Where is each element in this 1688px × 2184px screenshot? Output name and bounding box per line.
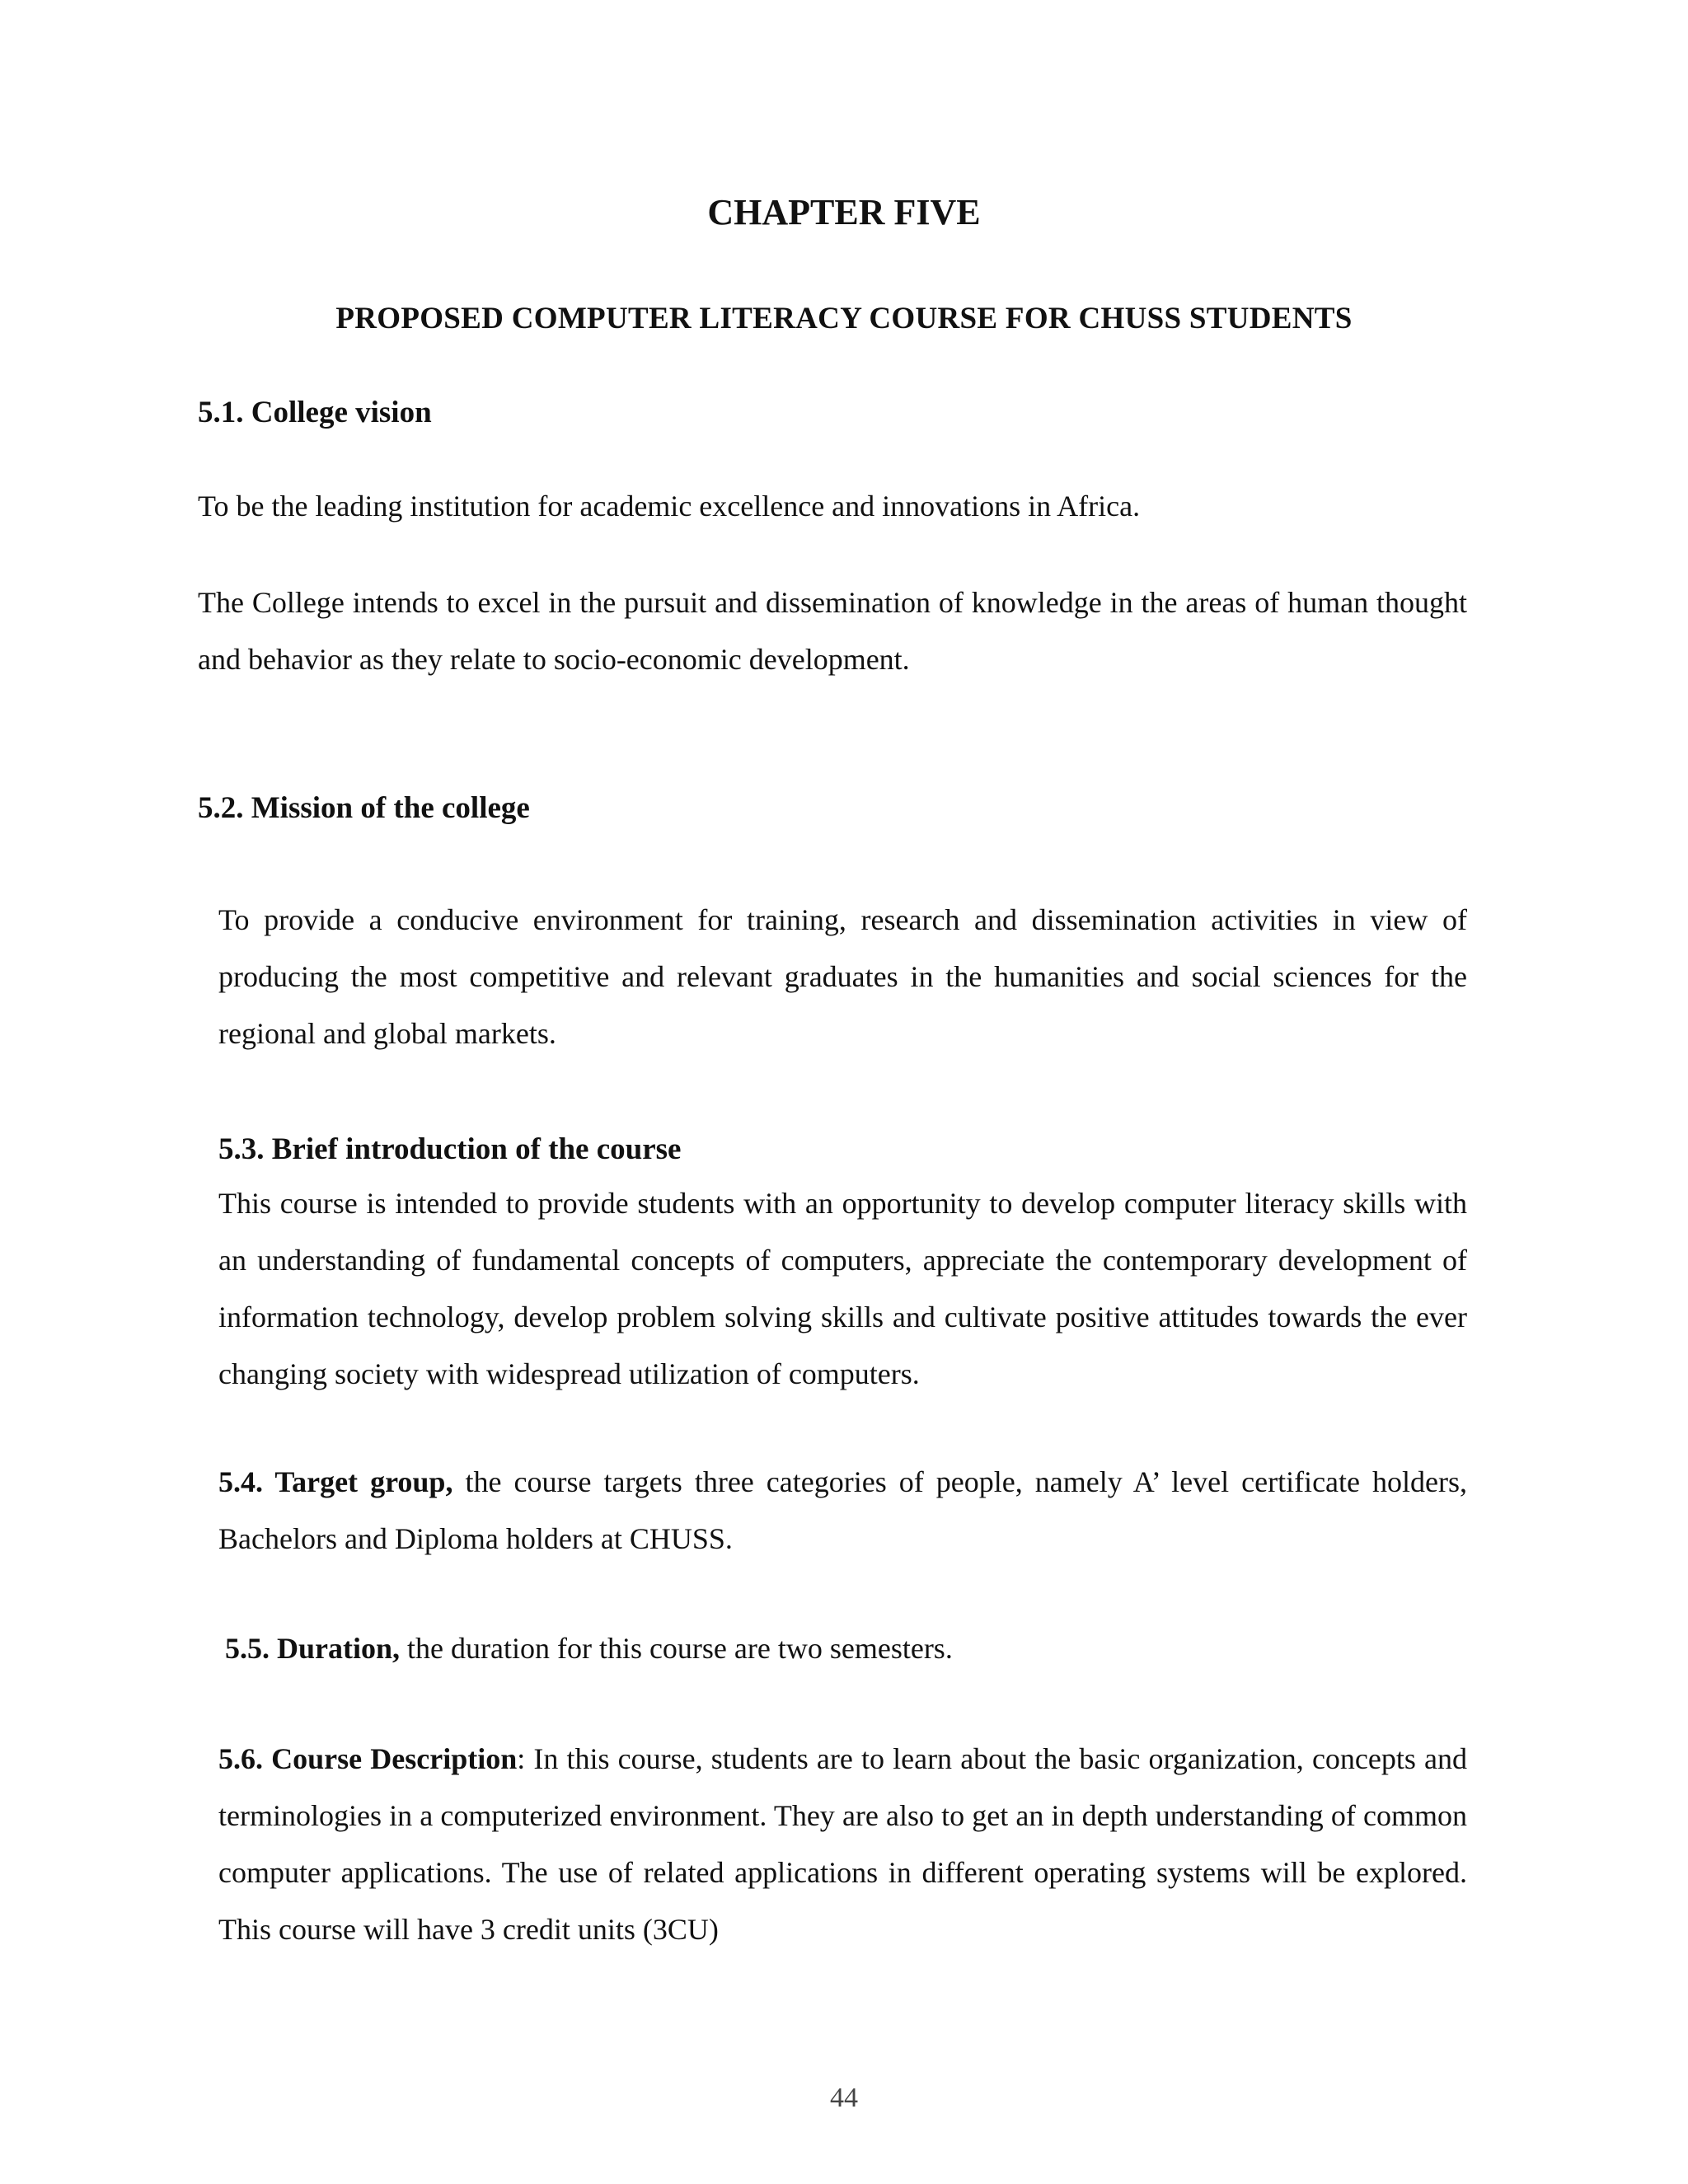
- course-description-paragraph: [218, 1731, 1467, 1958]
- introduction-body: This course is intended to provide students with an opportunity to develop computer literacy skills with an understanding of fundamental concepts of computers, appreciate the contemporary development of information technology, develop problem solving skills and cultivate positive attitudes towards the ever changing society with widespread utilization of computers.: [218, 1187, 1467, 1390]
- course-description-label: 5.6. Course Description: [218, 1742, 518, 1775]
- section-heading-vision: 5.1. College vision: [198, 396, 432, 429]
- duration-paragraph: [225, 1620, 1467, 1677]
- chapter-title: CHAPTER FIVE: [707, 192, 981, 232]
- mission-body: To provide a conducive environment for training, research and dissemination activities in view of producing the most competitive and relevant graduates in the humanities and social sciences for the regional and global markets.: [218, 903, 1467, 1050]
- course-description-body: : In this course, students are to learn about the basic organization, concepts and terminologies in a computerized environment. They are also to get an in depth understanding of common computer applications. The use of related applications in different operating systems will be explored. This course will have 3 credit units (3CU): [218, 1742, 1468, 1946]
- section-heading-introduction: 5.3. Brief introduction of the course: [218, 1132, 682, 1166]
- chapter-subtitle: PROPOSED COMPUTER LITERACY COURSE FOR CHUSS STUDENTS: [335, 302, 1353, 335]
- vision-statement: To be the leading institution for academic excellence and innovations in Africa.: [198, 490, 1141, 523]
- duration-body: the duration for this course are two semesters.: [400, 1632, 953, 1665]
- target-group-paragraph: [218, 1454, 1467, 1568]
- duration-label: 5.5. Duration,: [225, 1632, 401, 1665]
- vision-body: The College intends to excel in the pursuit and dissemination of knowledge in the areas of human thought and behavior as they relate to socio-economic development.: [198, 586, 1467, 676]
- target-group-body: the course targets three categories of people, namely A’ level certificate holders, Bachelors and Diploma holders at CHUSS.: [218, 1465, 1468, 1555]
- section-heading-mission: 5.2. Mission of the college: [198, 791, 530, 825]
- target-group-label: 5.4. Target group,: [218, 1465, 453, 1498]
- page-number: 44: [830, 2083, 858, 2113]
